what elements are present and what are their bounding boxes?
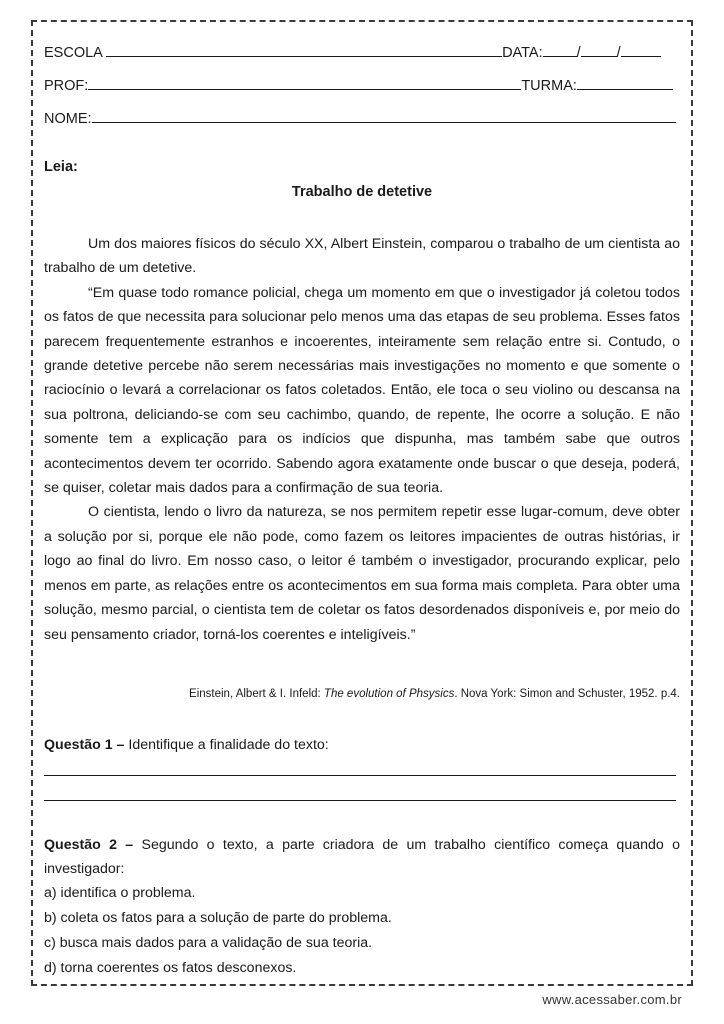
- option-a[interactable]: a) identifica o problema.: [44, 885, 196, 901]
- citation: [189, 688, 680, 700]
- teacher-field[interactable]: [44, 76, 673, 95]
- answer-line-1[interactable]: [44, 775, 676, 776]
- name-field[interactable]: [44, 109, 676, 128]
- date-year-line[interactable]: [621, 43, 661, 57]
- option-c[interactable]: c) busca mais dados para a validação de sua teoria.: [44, 935, 373, 951]
- citation-suffix: . Nova York: Simon and Schuster, 1952. p.4.: [454, 688, 680, 700]
- school-line[interactable]: [106, 43, 502, 57]
- paragraph-1: Um dos maiores físicos do século XX, Albert Einstein, comparou o trabalho de um cientista ao trabalho de um detetive.: [44, 236, 680, 277]
- class-label: TURMA:: [521, 78, 577, 94]
- class-line[interactable]: [577, 76, 673, 90]
- paragraph-2: “Em quase todo romance policial, chega um momento em que o investigador já coletou todos os fatos de que necessita para solucionar pelo menos uma das etapas de seu problema. Esses fatos parecem frequentemente estranhos e incoerentes, inteiramente sem relação entre si. Contudo, o grande detetive percebe não serem necessárias mais investigações no momento e que somente o raciocínio o levará a correlacionar os fatos coletados. Então, ele toca o seu violino ou descansa na sua poltrona, deliciando-se com seu cachimbo, quando, de repente, lhe ocorre a solução. E não somente tem a explicação para os indícios que dispunha, mas também sabe que outros acontecimentos devem ter ocorrido. Sabendo agora exatamente onde buscar o que deseja, poderá, se quiser, coletar mais dados para a confirmação de sua teoria.: [44, 284, 680, 497]
- text-title: Trabalho de detetive: [291, 184, 433, 200]
- website-footer: www.acessaber.com.br: [542, 992, 682, 1007]
- date-day-line[interactable]: [543, 43, 577, 57]
- teacher-label: PROF:: [44, 78, 89, 94]
- option-d[interactable]: d) torna coerentes os fatos desconexos.: [44, 960, 297, 976]
- school-label: ESCOLA: [44, 45, 103, 61]
- citation-prefix: Einstein, Albert & I. Infeld:: [189, 688, 324, 700]
- school-field[interactable]: [44, 43, 661, 62]
- teacher-line[interactable]: [88, 76, 521, 90]
- reading-instruction: Leia:: [44, 159, 78, 175]
- name-line[interactable]: [92, 109, 676, 123]
- question-1: [44, 733, 680, 757]
- date-label: DATA:: [502, 45, 543, 61]
- date-slash-1: /: [576, 45, 581, 61]
- citation-title: The evolution of Phsysics: [323, 688, 455, 700]
- reading-body: [44, 232, 680, 647]
- name-label: NOME:: [44, 111, 92, 127]
- question-2-text: Segundo o texto, a parte criadora de um trabalho científico começa quando o investigador:: [44, 837, 680, 878]
- question-1-text: Identifique a finalidade do texto:: [124, 737, 329, 753]
- question-1-label: Questão 1 –: [44, 737, 125, 753]
- date-month-line[interactable]: [581, 43, 617, 57]
- date-slash-2: /: [616, 45, 621, 61]
- question-2-label: Questão 2 –: [44, 837, 134, 853]
- question-2: [44, 833, 680, 882]
- answer-line-2[interactable]: [44, 800, 676, 801]
- option-b[interactable]: b) coleta os fatos para a solução de parte do problema.: [44, 910, 392, 926]
- paragraph-3: O cientista, lendo o livro da natureza, se nos permitem repetir esse lugar-comum, deve obter a solução por si, porque ele não pode, como fazem os leitores impacientes de outras histórias, ir logo ao final do livro. Em nosso caso, o leitor é também o investigador, procurando explicar, pelo menos em parte, as relações entre os acontecimentos em sua forma mais completa. Para obter uma solução, mesmo parcial, o cientista tem de coletar os fatos desordenados disponíveis e, por meio do seu pensamento criador, torná-los coerentes e inteligíveis.”: [44, 504, 680, 643]
